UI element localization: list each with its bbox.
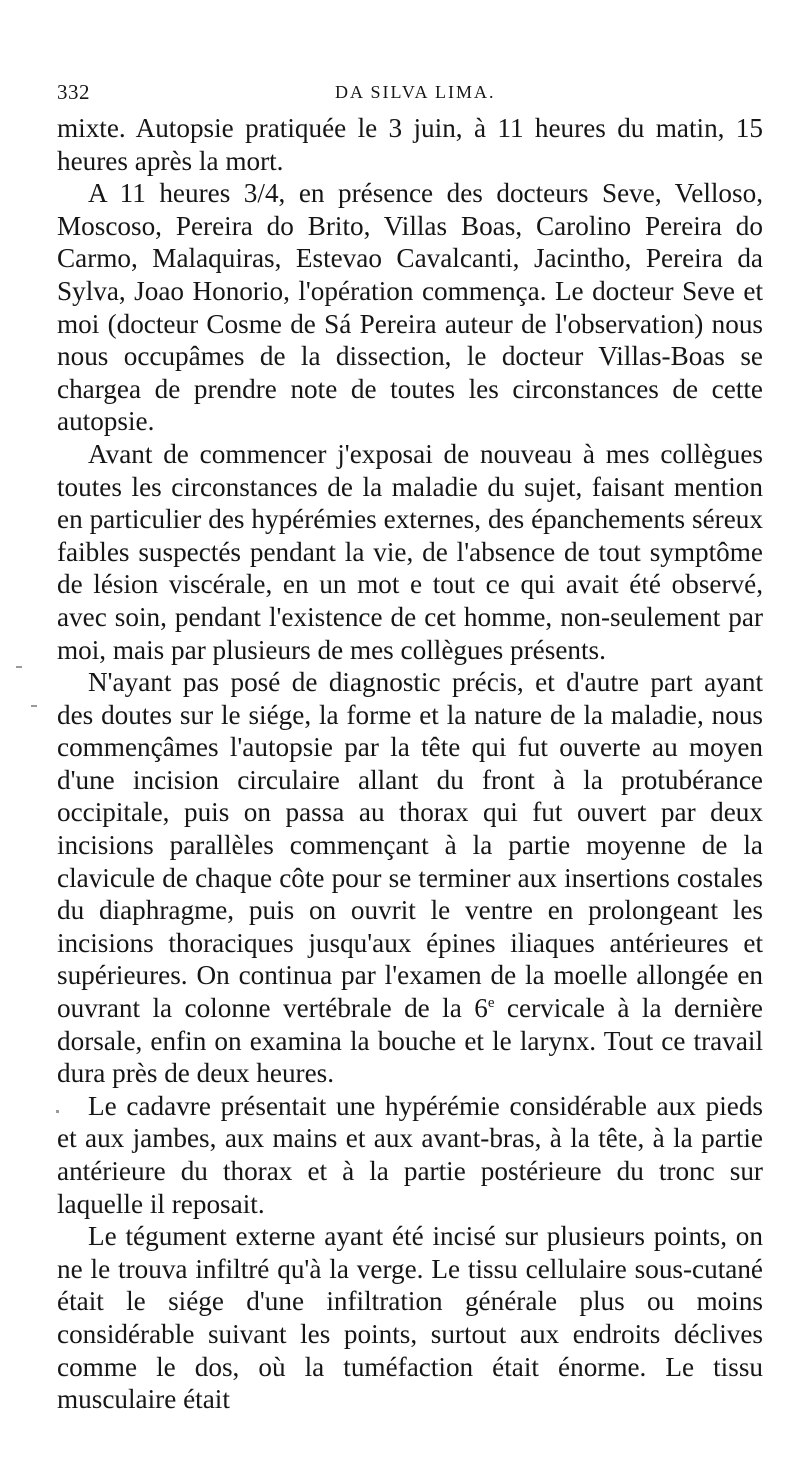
margin-speck xyxy=(16,666,22,668)
paragraph-text: N'ayant pas posé de diagnostic précis, et d'autre part ayant des doutes sur le siége, la forme et la nature de la maladie, nous commençâmes l'autopsie par la tête qui fut ouverte au moyen d'une incision circulaire allant du front à la protubérance occipitale, puis on passa au thorax qui fut ouvert par deux incisions parallèles commençant à la partie moyenne de la clavicule de chaque côte pour se terminer aux insertions costales du diaphragme, puis on ouvrit le ventre en prolongeant les incisions thoraciques jusqu'aux épines iliaques antérieures et supérieures. On continua par l'examen de la moelle allongée en ouvrant la colonne vertébrale de la 6 xyxy=(57,667,763,1024)
paragraph: Le tégument externe ayant été incisé sur plusieurs points, on ne le trouva infiltré qu'à la verge. Le tissu cellulaire sous-cutané était le siége d'une infiltration générale plus ou moins considérable suivant les points, surtout aux endroits déclives comme le dos, où la tuméfaction était énorme. Le tissu musculaire était xyxy=(57,1221,763,1415)
paragraph xyxy=(57,666,763,1090)
paragraph-text: cervicale à la dernière dorsale, enfin on examina la bouche et le larynx. Tout ce travail dura près de deux heures. xyxy=(57,993,763,1089)
paragraph: mixte. Autopsie pratiquée le 3 juin, à 11 heures du matin, 15 heures après la mort. xyxy=(57,113,763,176)
page-header xyxy=(57,80,760,106)
page-number: 332 xyxy=(57,80,90,104)
body-text xyxy=(57,112,763,1416)
paragraph: Avant de commencer j'exposai de nouveau à mes collègues toutes les circonstances de la maladie du sujet, faisant mention en particulier des hypérémies externes, des épanchements séreux faibles suspectés pendant la vie, de l'absence de tout symptôme de lésion viscérale, en un mot e tout ce qui avait été observé, avec soin, pendant l'existence de cet homme, non-seulement par moi, mais par plusieurs de mes collègues présents. xyxy=(57,438,763,665)
paragraph: A 11 heures 3/4, en présence des docteurs Seve, Velloso, Moscoso, Pereira do Brito, Villas Boas, Carolino Pereira do Carmo, Malaquiras, Estevao Cavalcanti, Jacintho, Pereira da Sylva, Joao Honorio, l'opération commença. Le docteur Seve et moi (docteur Cosme de Sá Pereira auteur de l'observation) nous nous occupâmes de la dissection, le docteur Villas-Boas se chargea de prendre note de toutes les circonstances de cette autopsie. xyxy=(57,178,763,437)
superscript: e xyxy=(487,994,495,1011)
margin-speck xyxy=(56,1110,59,1113)
margin-speck xyxy=(31,705,37,707)
paragraph: Le cadavre présentait une hypérémie considérable aux pieds et aux jambes, aux mains et aux avant-bras, à la tête, à la partie antérieure du thorax et à la partie postérieure du tronc sur laquelle il reposait. xyxy=(57,1090,763,1219)
running-title: DA SILVA LIMA. xyxy=(335,82,496,102)
